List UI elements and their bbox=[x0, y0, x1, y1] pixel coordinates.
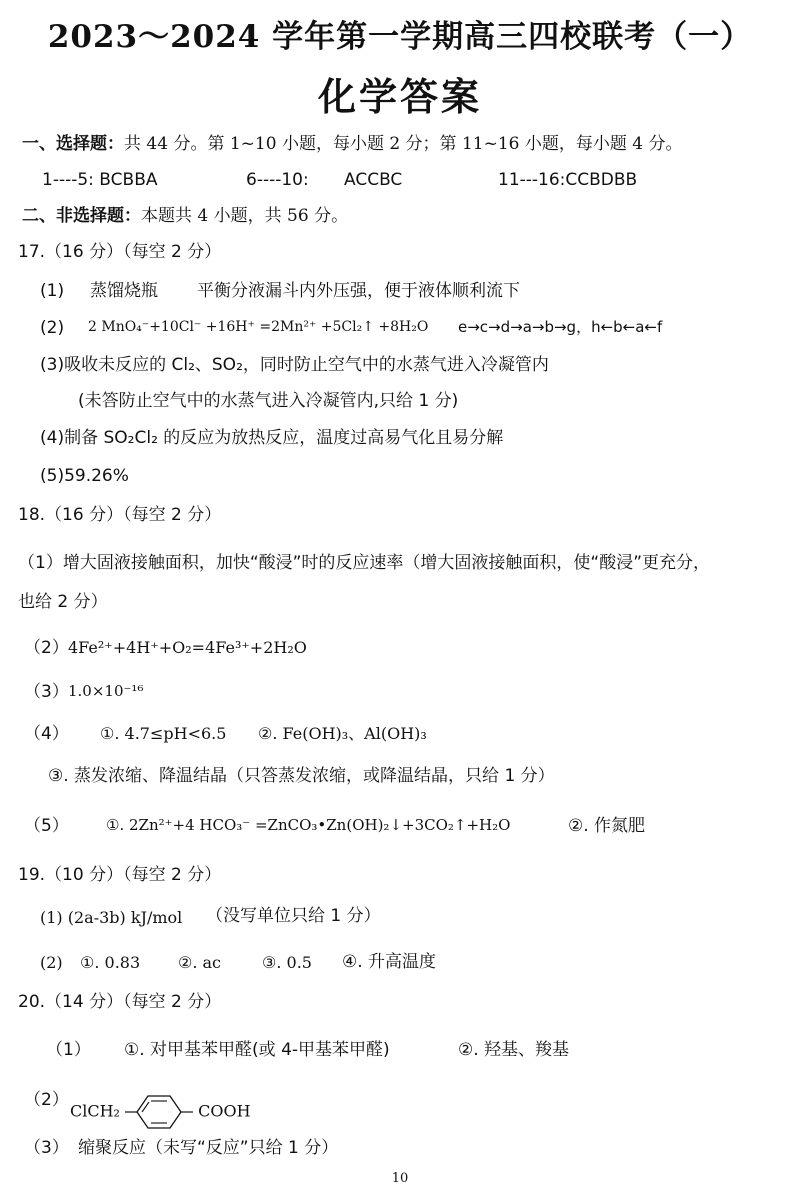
q17-part5: (5)59.26% bbox=[40, 466, 129, 486]
q18-part1-continued: 也给 2 分） bbox=[18, 592, 108, 612]
q17-part2-num: (2) bbox=[40, 318, 65, 338]
mc-answers-11-16: 11---16:CCBDBB bbox=[498, 170, 638, 190]
section1-desc: 共 44 分。第 1~10 小题，每小题 2 分；第 11~16 小题，每小题 4 分。 bbox=[124, 134, 683, 154]
section1-line bbox=[22, 136, 683, 153]
structure-left-group: ClCH₂ bbox=[70, 1101, 120, 1121]
structure-right-group: COOH bbox=[198, 1101, 251, 1121]
q18-part5-answer-a: ①. 2Zn²⁺+4 HCO₃⁻ =ZnCO₃•Zn(OH)₂↓+3CO₂↑+H₂O bbox=[106, 816, 511, 834]
q17-part4: (4)制备 SO₂Cl₂ 的反应为放热反应，温度过高易气化且易分解 bbox=[40, 428, 504, 448]
section2-desc: 本题共 4 小题，共 56 分。 bbox=[141, 206, 349, 226]
q18-part4-answer-c: ③. 蒸发浓缩、降温结晶（只答蒸发浓缩，或降温结晶，只给 1 分） bbox=[48, 766, 555, 786]
q19-part2-answer-a: ①. 0.83 bbox=[80, 953, 141, 972]
q20-part2-structure bbox=[70, 1092, 251, 1132]
q18-part5-num: （5） bbox=[24, 816, 69, 836]
page-number: 10 bbox=[391, 1171, 409, 1186]
q19-part2-answer-b: ②. ac bbox=[178, 953, 222, 972]
q17-part2-equation: 2 MnO₄⁻+10Cl⁻ +16H⁺ =2Mn²⁺ +5Cl₂↑ +8H₂O bbox=[88, 319, 429, 335]
q18-part1: （1）增大固液接触面积，加快“酸浸”时的反应速率（增大固液接触面积，使“酸浸”更充分， bbox=[18, 553, 711, 573]
document-subtitle: 化学答案 bbox=[317, 74, 482, 119]
q19-part1-answer: (1) (2a-3b) kJ/mol bbox=[40, 908, 183, 927]
section2-line bbox=[22, 208, 348, 225]
q17-part2-order: e→c→d→a→b→g，h←b←a←f bbox=[458, 318, 663, 336]
q18-part4-answer-a: ①. 4.7≤pH<6.5 bbox=[100, 724, 227, 743]
q19-part1-note: （没写单位只给 1 分） bbox=[206, 906, 381, 926]
q19-part2-num: (2) bbox=[40, 953, 63, 972]
q17-part1-answer-b: 平衡分液漏斗内外压强，便于液体顺利流下 bbox=[197, 281, 520, 301]
q18-part2-num: （2） bbox=[24, 638, 69, 658]
section2-heading: 二、非选择题： bbox=[22, 206, 141, 226]
q20-part1-num: （1） bbox=[46, 1040, 91, 1060]
q17-part3-note: (未答防止空气中的水蒸气进入冷凝管内,只给 1 分) bbox=[78, 391, 459, 411]
q20-part2-num: （2） bbox=[24, 1090, 69, 1110]
q17-part1-num: (1) bbox=[40, 281, 65, 301]
q19-part2-answer-c: ③. 0.5 bbox=[262, 953, 312, 972]
q17-part1-answer-a: 蒸馏烧瓶 bbox=[90, 281, 158, 301]
q18-part3-answer: 1.0×10⁻¹⁶ bbox=[68, 682, 144, 700]
q20-part1-answer-b: ②. 羟基、羧基 bbox=[458, 1040, 570, 1060]
q19-part2-answer-d: ④. 升高温度 bbox=[342, 952, 437, 972]
mc-answers-6-10: ACCBC bbox=[344, 170, 403, 190]
mc-answers-1-5: 1----5: BCBBA bbox=[42, 170, 158, 190]
q20-header: 20.（14 分）（每空 2 分） bbox=[18, 992, 222, 1012]
q20-part1-answer-a: ①. 对甲基苯甲醛(或 4-甲基苯甲醛) bbox=[124, 1040, 390, 1060]
document-title: 2023～2024 学年第一学期高三四校联考（一） bbox=[47, 19, 753, 55]
q17-header: 17.（16 分）（每空 2 分） bbox=[18, 242, 222, 262]
mc-answers-6-10-label: 6----10: bbox=[246, 170, 309, 190]
q18-part4-num: （4） bbox=[24, 724, 69, 744]
q18-part5-answer-b: ②. 作氮肥 bbox=[568, 816, 646, 836]
q20-part3-answer: 缩聚反应（未写“反应”只给 1 分） bbox=[78, 1138, 339, 1158]
q18-part3-num: （3） bbox=[24, 682, 69, 702]
q19-header: 19.（10 分）（每空 2 分） bbox=[18, 865, 222, 885]
section1-heading: 一、选择题： bbox=[22, 134, 124, 154]
q17-part3: (3)吸收未反应的 Cl₂、SO₂，同时防止空气中的水蒸气进入冷凝管内 bbox=[40, 355, 549, 375]
benzene-ring-icon bbox=[125, 1092, 193, 1132]
q18-header: 18.（16 分）（每空 2 分） bbox=[18, 505, 222, 525]
q18-part4-answer-b: ②. Fe(OH)₃、Al(OH)₃ bbox=[258, 724, 427, 743]
q20-part3-num: （3） bbox=[24, 1138, 69, 1158]
q18-part2-equation: 4Fe²⁺+4H⁺+O₂=4Fe³⁺+2H₂O bbox=[68, 638, 307, 657]
